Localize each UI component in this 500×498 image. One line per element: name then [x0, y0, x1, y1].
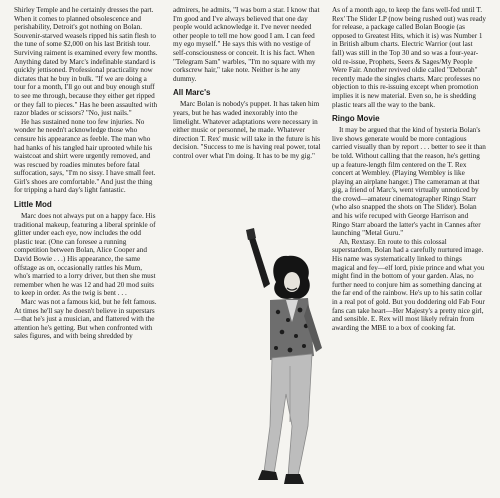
paragraph: He has sustained none too few injuries. No wonder he needn't acknowledge those who censure his appearance as feeble. The man who had hanks of his tangled hair uprooted while his waistcoat and shirt were urgently removed, and was rescued by roadies minutes before fatal suffocation, says, "I'm no sissy. I have small feet. Girl's shoes are comfortable." And just the thing for tripping a hard day's light fantastic. — [14, 117, 156, 195]
raised-arm — [248, 234, 270, 288]
column-right — [332, 6, 486, 332]
column-middle — [173, 6, 321, 161]
section-heading-little-mod: Little Mod — [14, 200, 52, 210]
paragraph: Ah, Rextasy. En route to this colossal superstardom, Bolan had a carefully nurtured image. His name was systematically linked to things magical and fey—elf lord, pixie prince and what you might find in the bottom of your garden. Alas, no further need to conjure him as something dancing at the far end of the rainbow. He's up to his satin collar in a real pot of gold. But you doddering old Fab Four fans can take heart—Her Majesty's a pretty nice girl, and sensible. E. Rex will most likely refrain from awarding the MBE to a box of cooking fat. — [332, 237, 485, 332]
section-heading-ringo-movie: Ringo Movie — [332, 114, 380, 124]
section-heading-all-marcs: All Marc's — [173, 88, 211, 98]
paragraph: Marc does not always put on a happy face. His traditional makeup, featuring a liberal sprinkle of glitter under each eye, now includes the odd plastic tear. (One can foresee a running competition between Bolan, Alice Cooper and David Bowie . . .) His appearance, the same offstage as on, occasionally rattles his Mum, who's married to a lorry driver, but then she must remember when he was 12 and had 20 mod suits to keep in order. As the twig is bent . . . — [14, 212, 156, 298]
satin-trousers — [264, 354, 312, 476]
paragraph: As of a month ago, to keep the fans well-fed until T. Rex' The Slider LP (now being rushed out) was ready for release, a package called Bolan Boogie (as opposed to Greatest Hits, which it is) was Number 1 in British album charts. Electric Warrior (out last fall) was still in the Top 30 and so was a four-year-old re-issue, Prophets, Seers & Sages/My People Were Fair. Another revived oldie called "Deborah" recently made the singles charts. Marc professes no objection to this re-issuing except when promotion implies it is new material. Even so, he is shedding plastic tears all the way to the bank. — [332, 6, 486, 109]
paragraph: Shirley Temple and he certainly dresses the part. When it comes to planned obsolescence and perishability, Detroit's got nothing on Bolan. Souvenir-starved weasels ripped his satin flesh to the tune of some $2,000 on his last British tour. Surviving raiment is examined every few months. Anything dated by Marc's indefinable standard is quickly jettisoned. Professional practicality now dictates that he buy in bulk. "If we are doing a tour for a month, I'll go out and buy enough stuff to see me through, because they either get ripped or they fall to pieces." Has he been assaulted with razor blades or scissors? "No, just nails." — [14, 6, 158, 118]
column-left — [14, 6, 160, 341]
left-shoe — [258, 470, 278, 480]
performer-figure — [230, 226, 330, 488]
performer-photo — [230, 226, 330, 488]
raised-hand — [246, 228, 256, 240]
paragraph: Marc was not a famous kid, but he felt famous. At times he'll say he doesn't believe in superstars—that he's just a musician, and flattered with the attention he's getting. But when confronted with sales figures, and with being shredded by — [14, 298, 157, 341]
face — [284, 272, 300, 292]
paragraph: Marc Bolan is nobody's puppet. It has taken him years, but he has waded inexorably into the limelight. Whatever adaptations were necessary in either music or personnel, he made. Whatever direction T. Rex' music will take in the future is his decision. "Success to me is having real power, total control over what I'm doing. It has to be my gig." — [173, 100, 321, 160]
paragraph: It may be argued that the kind of hysteria Bolan's live shows generate would be more contagious carried visually than by report . . . better to see it than be told. Without calling that the reason, he's getting up a feature-length film centered on the T. Rex concert at Wembley. (Playing Wembley is like playing an airplane hanger.) The cameraman at that gig, a friend of Marc's, went virtually unnoticed by the crowd—amateur cinematographer Ringo Starr (who also snapped the shots on The Slider). Bolan and his wife recuped with George Harrison and Ringo Starr aboard the latter's yacht in Cannes after launching "Metal Guru." — [332, 126, 486, 238]
paragraph: admirers, he admits, "I was born a star. I know that I'm good and I've always believed that one day people would acknowledge it. I've never needed other people to tell me how good I am. I can feed my ego myself." He says this with no vestige of self-consciousness or conceit. It is his fact. When "Telegram Sam" warbles, "I'm no square with my corkscrew hair," take note. Neither is he any dummy. — [173, 6, 320, 83]
right-shoe — [284, 474, 304, 484]
